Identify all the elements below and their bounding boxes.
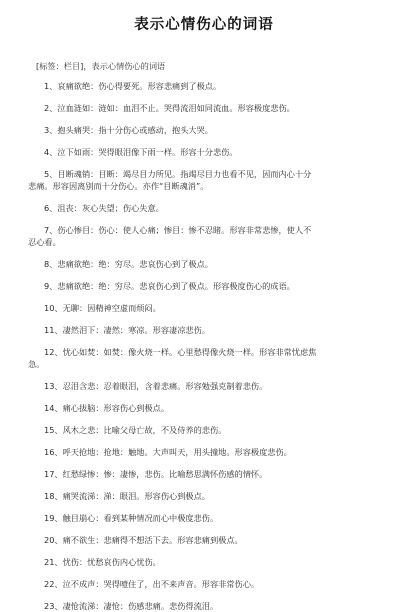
entry-number: 19、 — [44, 513, 63, 523]
list-item — [28, 146, 380, 158]
entry-list — [28, 80, 380, 612]
entry-number: 4、 — [44, 147, 58, 157]
entry-text: 红愁绿惨：惨：凄惨，悲伤。比喻愁思满怀伤感的情怀。 — [62, 469, 268, 479]
entry-number: 20、 — [44, 535, 63, 545]
entry-text: 伤心惨目：伤心：使人心痛；惨目：惨不忍睹。形容非常悲惨，使人不 — [57, 225, 312, 235]
entry-text: 凄然泪下：凄然：寒凉。形容凄凉悲伤。 — [62, 325, 210, 335]
list-item — [28, 490, 380, 502]
entry-text-continuation: 急。 — [28, 359, 45, 369]
entry-number: 5、 — [44, 169, 58, 179]
entry-text: 忧伤：忧愁哀伤内心忧伤。 — [62, 557, 161, 567]
entry-text: 悲痛欲绝：绝：穷尽。悲哀伤心到了极点。 — [57, 259, 213, 269]
list-item — [28, 168, 380, 192]
entry-text: 痛哭流涕：涕：眼泪。形容伤心到极点。 — [62, 491, 210, 501]
entry-text: 痛不欲生：悲痛得不想活下去。形容悲痛到极点。 — [62, 535, 243, 545]
entry-text: 痛心拔脑：形容伤心到极点。 — [62, 403, 170, 413]
list-item — [28, 468, 380, 480]
entry-number: 10、 — [44, 303, 63, 313]
entry-text: 凄怆流涕：凄怆：伤感悲痛。悲伤得流泪。 — [62, 601, 219, 611]
entry-number: 1、 — [44, 81, 58, 91]
entry-text: 触目崩心：看到某种情况而心中极度悲伤。 — [62, 513, 219, 523]
list-item — [28, 346, 380, 370]
list-item — [28, 424, 380, 436]
list-item — [28, 258, 380, 270]
entry-number: 18、 — [44, 491, 63, 501]
entry-text: 抱头痛哭：指十分伤心或感动，抱头大哭。 — [57, 125, 213, 135]
list-item — [28, 80, 380, 92]
entry-text-continuation: 悲痛。形容因离别而十分伤心。亦作“目断魂消”。 — [28, 181, 209, 191]
entry-text: 悲痛欲绝：绝：穷尽。悲哀伤心到了极点。形容极度伤心的成语。 — [57, 281, 295, 291]
entry-number: 7、 — [44, 225, 58, 235]
list-item — [28, 402, 380, 414]
entry-text: 忧心如焚：如焚：像火烧一样。心里愁得像火烧一样。形容非常忧虑焦 — [62, 347, 317, 357]
entry-text: 哀痛欲绝：伤心得要死。形容悲痛到了极点。 — [57, 81, 222, 91]
list-item — [28, 224, 380, 248]
page-title: 表示心情伤心的词语 — [134, 16, 274, 33]
entry-number: 23、 — [44, 601, 63, 611]
list-item — [28, 124, 380, 136]
entry-number: 16、 — [44, 447, 63, 457]
list-item — [28, 600, 380, 612]
list-item — [28, 556, 380, 568]
entry-number: 14、 — [44, 403, 63, 413]
entry-number: 17、 — [44, 469, 63, 479]
tagline: [标签：栏目]，表示心情伤心的词语 — [36, 61, 166, 71]
entry-text: 泣不成声：哭得噎住了，出不来声音。形容非常伤心。 — [62, 579, 260, 589]
entry-text: 泣下如雨：哭得眼泪像下雨一样。形容十分悲伤。 — [57, 147, 238, 157]
list-item — [28, 302, 380, 314]
list-item — [28, 534, 380, 546]
entry-text: 目断魂销：目断：竭尽目力所见。指竭尽目力也看不见，因而内心十分 — [57, 169, 312, 179]
entry-number: 3、 — [44, 125, 58, 135]
list-item — [28, 280, 380, 292]
list-item — [28, 380, 380, 392]
list-item — [28, 446, 380, 458]
entry-text: 忍泪含悲：忍着眼泪，含着悲痛。形容勉强克制着悲伤。 — [62, 381, 268, 391]
list-item — [28, 512, 380, 524]
entry-number: 13、 — [44, 381, 63, 391]
entry-text: 泣血涟如：涟如：血泪不止。哭得流泪如同流血。形容极度悲伤。 — [57, 103, 295, 113]
entry-number: 2、 — [44, 103, 58, 113]
entry-number: 21、 — [44, 557, 63, 567]
entry-number: 9、 — [44, 281, 58, 291]
list-item — [28, 102, 380, 114]
entry-text: 风木之悲：比喻父母亡故，不及侍养的悲伤。 — [62, 425, 227, 435]
entry-number: 15、 — [44, 425, 63, 435]
entry-number: 11、 — [44, 325, 63, 335]
entry-number: 6、 — [44, 203, 58, 213]
entry-number: 12、 — [44, 347, 63, 357]
entry-text: 无聊：因精神空虚而烦闷。 — [62, 303, 161, 313]
entry-number: 22、 — [44, 579, 63, 589]
entry-text: 沮丧：灰心失望；伤心失意。 — [57, 203, 164, 213]
list-item — [28, 578, 380, 590]
list-item — [28, 324, 380, 336]
entry-text-continuation: 忍心看。 — [28, 237, 61, 247]
entry-text: 呼天抢地：抢地：触地。大声叫天，用头撞地。形容极度悲伤。 — [62, 447, 292, 457]
list-item — [28, 202, 380, 214]
entry-number: 8、 — [44, 259, 58, 269]
